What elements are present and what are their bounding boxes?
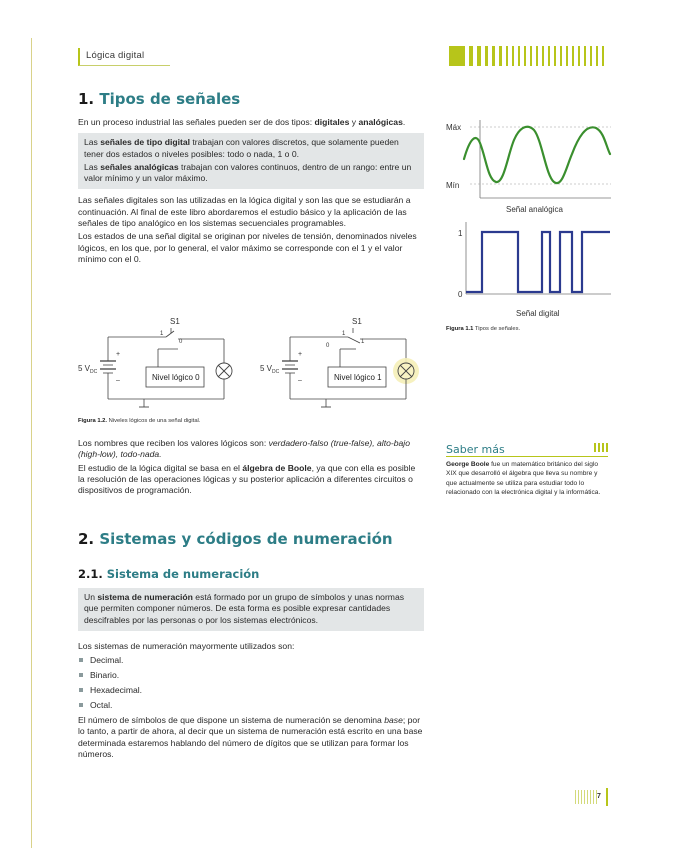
digital-definition: Las señales de tipo digital trabajan con valores discretos, que solamente pueden tener dos estados o niveles posibles: todo o nada, 1 o 0. — [84, 137, 399, 159]
section-1-title: Tipos de señales — [99, 90, 241, 108]
logic-names-paragraph: Los nombres que reciben los valores lógicos son: verdadero-falso (true-false), alto-bajo (high-low), todo-nada. — [78, 438, 410, 460]
numbering-systems-list — [78, 653, 424, 713]
voltage-label-0: 5 $V_{DC}$ — [78, 364, 98, 375]
max-label: Máx — [446, 123, 462, 132]
digital-usage-paragraph: Las señales digitales son las utilizadas en la lógica digital y son las que se estudiarán a continuación. Al final de este libro abordaremos el estudio básico y la aplicación de las señales de tipo analógico en los sistemas secuenciales programables. — [78, 195, 411, 229]
margin-line — [31, 38, 32, 848]
zero-label: 0 — [458, 290, 463, 299]
definition-box — [78, 133, 424, 189]
digital-label: Señal digital — [516, 309, 560, 318]
section-2-heading — [78, 530, 393, 548]
numbering-definition: Un sistema de numeración está formado por un grupo de símbolos y unas normas que permiten componer números. De esta forma es posible expresar cantidades descifrables por las personas o por los sistemas electrónicos. — [84, 592, 405, 625]
level-1-label: Nivel lógico 1 — [334, 373, 382, 382]
svg-text:1: 1 — [342, 331, 346, 337]
intro-paragraph: En un proceso industrial las señales pueden ser de dos tipos: digitales y analógicas. — [78, 117, 406, 127]
circuit-level-1 — [260, 317, 419, 407]
digital-signal-plot — [458, 222, 611, 318]
svg-text:–: – — [116, 377, 120, 384]
section-2-body — [78, 588, 424, 760]
svg-text:0: 0 — [179, 339, 183, 345]
switch-label-0: S1 — [170, 317, 180, 326]
svg-text:1: 1 — [361, 339, 365, 345]
analog-wave — [464, 127, 610, 183]
svg-text:–: – — [298, 377, 302, 384]
saber-mas-header — [446, 440, 608, 457]
figure-1-2-circuits — [78, 313, 428, 413]
section-1-heading — [78, 90, 240, 108]
svg-text:1: 1 — [160, 331, 164, 337]
header-title: Lógica digital — [86, 50, 145, 61]
footer-decoration — [575, 790, 597, 804]
page-number: 7 — [597, 793, 601, 800]
subsection-2-1-heading — [78, 567, 259, 581]
analog-signal-plot — [446, 120, 611, 214]
list-item: Octal. — [78, 698, 424, 713]
svg-text:+: + — [298, 351, 303, 358]
analog-label: Señal analógica — [506, 205, 563, 214]
saber-mas-title: Saber más — [446, 443, 505, 456]
subsection-2-1-title: Sistema de numeración — [106, 567, 260, 581]
circuit-level-0 — [78, 317, 232, 407]
header-barcode-decoration — [449, 46, 609, 66]
list-intro: Los sistemas de numeración mayormente utilizados son: — [78, 640, 295, 651]
figure-1-2-caption: Figura 1.2. Niveles lógicos de una señal digital. — [78, 418, 201, 424]
subsection-2-1-number: 2.1. — [78, 567, 103, 581]
section-2-number: 2. — [78, 530, 95, 548]
voltage-label-1: 5 $V_{DC}$ — [260, 364, 280, 375]
svg-text:0: 0 — [326, 343, 330, 349]
figure-1-1-caption: Figura 1.1 Tipos de señales. — [446, 326, 521, 332]
analog-definition: Las señales analógicas trabajan con valores continuos, dentro de un rango: entre un valor mínimo y un valor máximo. — [84, 161, 412, 184]
saber-mas-sidebar — [446, 440, 608, 497]
boole-paragraph: El estudio de la lógica digital se basa en el álgebra de Boole, ya que con ella es posible la resolución de las operaciones lógicas y su posterior aplicación a diferentes circuitos o dispositivos de programación. — [78, 462, 416, 496]
one-label: 1 — [458, 229, 463, 238]
sidebar-accent-decoration — [594, 443, 608, 452]
base-paragraph: El número de símbolos de que dispone un sistema de numeración se denomina base; por lo tanto, a partir de ahora, al decir que un sistema de numeración está escrito en una base determinada estaremos hablando del número de dígitos que se utilizan para formar los números. — [78, 715, 423, 760]
section-2-title: Sistemas y códigos de numeración — [99, 530, 393, 548]
numbering-definition-box — [78, 588, 424, 631]
switch-label-1: S1 — [352, 317, 362, 326]
level-0-label: Nivel lógico 0 — [152, 373, 200, 382]
saber-mas-text: George Boole fue un matemático británico del siglo XIX que desarrolló el álgebra que lleva su nombre y que actualmente se utiliza para estudiar todo lo relacionado con la electrónica digital y la informática. — [446, 461, 601, 496]
svg-text:+: + — [116, 351, 121, 358]
list-item: Decimal. — [78, 653, 424, 668]
footer-accent-bar — [606, 788, 608, 806]
figure-1-1-signals — [446, 118, 616, 328]
list-item: Hexadecimal. — [78, 683, 424, 698]
min-label: Mín — [446, 181, 460, 190]
section-1-continued — [78, 438, 424, 496]
section-1-body — [78, 117, 424, 265]
logic-levels-paragraph: Los estados de una señal digital se originan por niveles de tensión, denominados niveles lógicos, en los que, por lo general, el valor máximo se corresponde con el 1 y el valor mínimo con el 0. — [78, 231, 417, 264]
digital-wave — [466, 232, 610, 292]
section-1-number: 1. — [78, 90, 95, 108]
list-item: Binario. — [78, 668, 424, 683]
